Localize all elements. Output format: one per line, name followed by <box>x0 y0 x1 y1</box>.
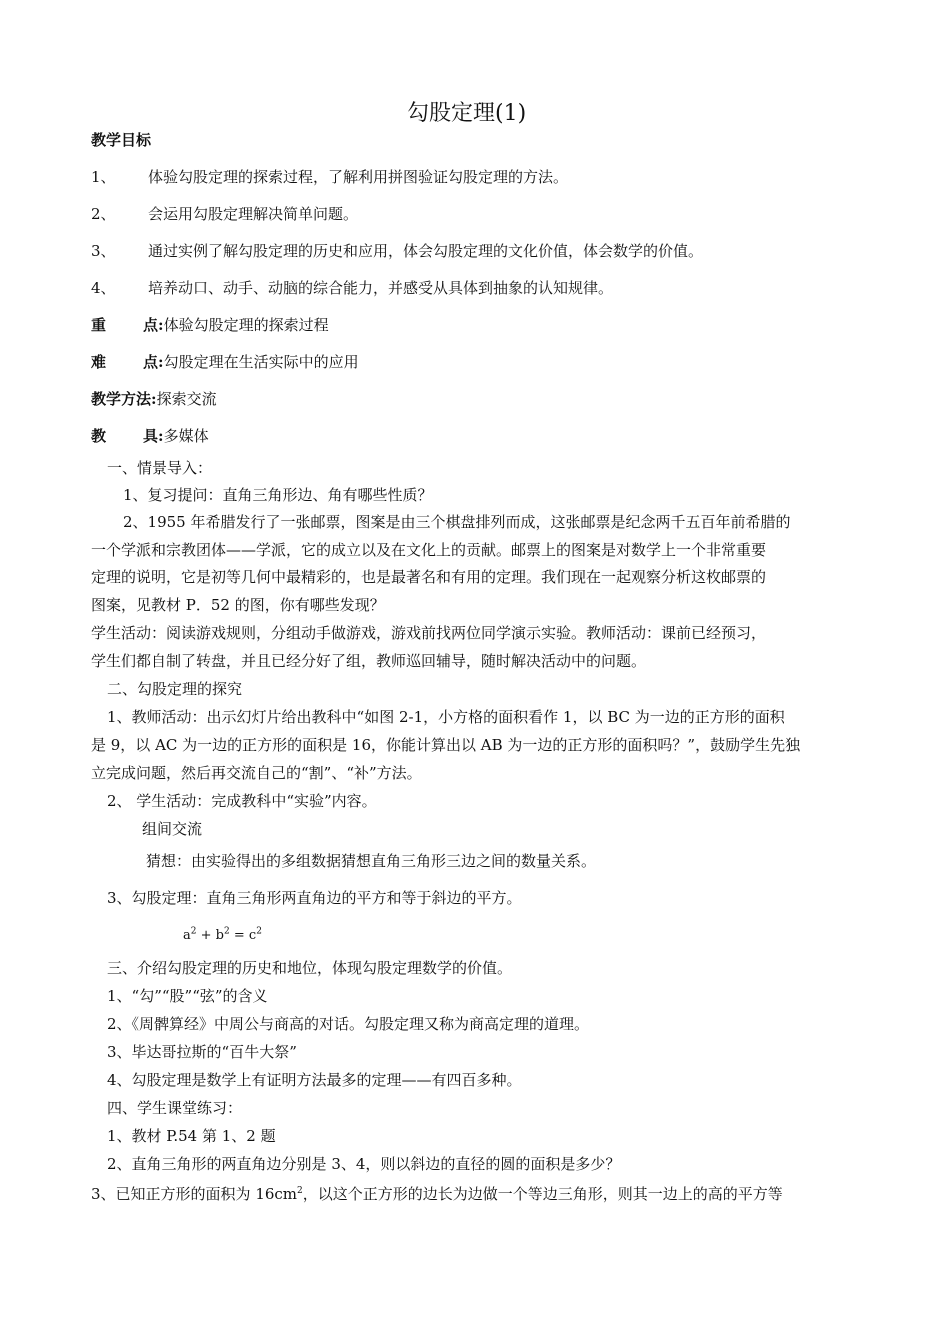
history-item: 3、毕达哥拉斯的“百牛大祭” <box>107 1043 297 1061</box>
key-point-colon: : <box>158 316 164 334</box>
exercise-3-text-cont: ，以这个正方形的边长为边做一个等边三角形，则其一边上的高的平方等 <box>302 1185 783 1203</box>
section3-heading: 三、介绍勾股定理的历史和地位，体现勾股定理数学的价值。 <box>107 959 513 977</box>
method-label: 教学方法 <box>91 390 152 408</box>
difficulty-label-a: 难 <box>91 353 107 371</box>
tools-colon: : <box>158 427 164 445</box>
key-point-value: 体验勾股定理的探索过程 <box>163 316 329 334</box>
tools-value: 多媒体 <box>163 427 209 445</box>
history-item: 4、勾股定理是数学上有证明方法最多的定理——有四百多种。 <box>107 1071 522 1089</box>
history-item: 1、“勾”“股”“弦”的含义 <box>107 987 268 1005</box>
objective-text: 培养动口、动手、动脑的综合能力，并感受从具体到抽象的认知规律。 <box>148 279 614 297</box>
exercise-3-text: 3、已知正方形的面积为 16cm <box>91 1185 298 1203</box>
formula-plus: + <box>196 928 216 943</box>
group-exchange: 组间交流 <box>142 820 203 838</box>
objective-item <box>91 167 568 187</box>
key-point-label-a: 重 <box>91 316 107 334</box>
difficulty-colon: : <box>158 353 164 371</box>
section2-heading: 二、勾股定理的探究 <box>107 680 243 698</box>
activity-line: 学生活动：阅读游戏规则，分组动手做游戏，游戏前找两位同学演示实验。教师活动：课前已经预习， <box>91 624 767 642</box>
activity-line: 学生们都自制了转盘，并且已经分好了组，教师巡回辅导，随时解决活动中的问题。 <box>91 652 647 670</box>
student-activity: 2、 学生活动：完成教科中“实验”内容。 <box>107 792 377 810</box>
method-row <box>91 389 217 409</box>
stamp-paragraph-line: 2、1955 年希腊发行了一张邮票，图案是由三个棋盘排列而成，这张邮票是纪念两千五百年前希腊的 <box>123 513 791 531</box>
objective-number: 3、 <box>91 242 116 260</box>
stamp-paragraph-line: 定理的说明，它是初等几何中最精彩的，也是最著名和有用的定理。我们现在一起观察分析这枚邮票的 <box>91 568 767 586</box>
exercise-3-exponent: 2 <box>297 1186 303 1196</box>
difficulty-row <box>91 352 359 372</box>
section1-heading: 一、情景导入： <box>107 459 213 477</box>
teacher-activity-line: 1、教师活动：出示幻灯片给出教科中“如图 2-1，小方格的面积看作 1，以 BC 为一边的正方形的面积 <box>107 708 785 726</box>
key-point-row <box>91 315 329 335</box>
conjecture: 猜想：由实验得出的多组数据猜想直角三角形三边之间的数量关系。 <box>146 852 597 870</box>
difficulty-value: 勾股定理在生活实际中的应用 <box>163 353 359 371</box>
method-value: 探索交流 <box>156 390 217 408</box>
tools-row <box>91 426 209 446</box>
page-title: 勾股定理(1) <box>407 101 527 126</box>
stamp-paragraph-line: 一个学派和宗教团体——学派，它的成立以及在文化上的贡献。邮票上的图案是对数学上一个非常重要 <box>91 541 767 559</box>
teacher-activity-line: 是 9，以 AC 为一边的正方形的面积是 16，你能计算出以 AB 为一边的正方形的面积吗？”，鼓励学生先独 <box>91 736 801 754</box>
objective-number: 4、 <box>91 279 116 297</box>
objective-item <box>91 204 358 224</box>
tools-label-a: 教 <box>91 427 107 445</box>
objective-number: 1、 <box>91 168 116 186</box>
objective-text: 通过实例了解勾股定理的历史和应用，体会勾股定理的文化价值，体会数学的价值。 <box>148 242 704 260</box>
objective-item <box>91 278 613 298</box>
theorem-statement: 3、勾股定理：直角三角形两直角边的平方和等于斜边的平方。 <box>107 889 522 907</box>
formula-a: a <box>183 928 191 943</box>
exercise-item: 1、教材 P.54 第 1、2 题 <box>107 1127 276 1145</box>
tools-label-b: 具 <box>143 427 159 445</box>
objective-text: 体验勾股定理的探索过程，了解利用拼图验证勾股定理的方法。 <box>148 168 569 186</box>
section4-heading: 四、学生课堂练习： <box>107 1099 243 1117</box>
formula-exponent: 2 <box>190 926 197 937</box>
exercise-item <box>91 1184 783 1204</box>
formula-equals: = <box>229 928 249 943</box>
stamp-paragraph-line: 图案，见教材 P．52 的图，你有哪些发现？ <box>91 596 385 614</box>
objective-text: 会运用勾股定理解决简单问题。 <box>148 205 359 223</box>
objective-item <box>91 241 703 261</box>
formula-exponent: 2 <box>224 926 230 937</box>
exercise-item: 2、直角三角形的两直角边分别是 3、4，则以斜边的直径的圆的面积是多少？ <box>107 1155 621 1173</box>
method-colon: : <box>151 390 157 408</box>
formula-exponent: 2 <box>256 926 262 937</box>
formula-b: b <box>215 928 224 943</box>
history-item: 2、《周髀算经》中周公与商高的对话。勾股定理又称为商高定理的道理。 <box>107 1015 590 1033</box>
difficulty-label-b: 点 <box>143 353 159 371</box>
review-question: 1、复习提问：直角三角形边、角有哪些性质？ <box>123 486 433 504</box>
pythagorean-formula <box>183 926 262 946</box>
teacher-activity-line: 立完成问题，然后再交流自己的“割”、“补”方法。 <box>91 764 422 782</box>
key-point-label-b: 点 <box>143 316 159 334</box>
objective-number: 2、 <box>91 205 116 223</box>
objectives-heading: 教学目标 <box>91 131 152 149</box>
formula-c: c <box>248 928 257 943</box>
